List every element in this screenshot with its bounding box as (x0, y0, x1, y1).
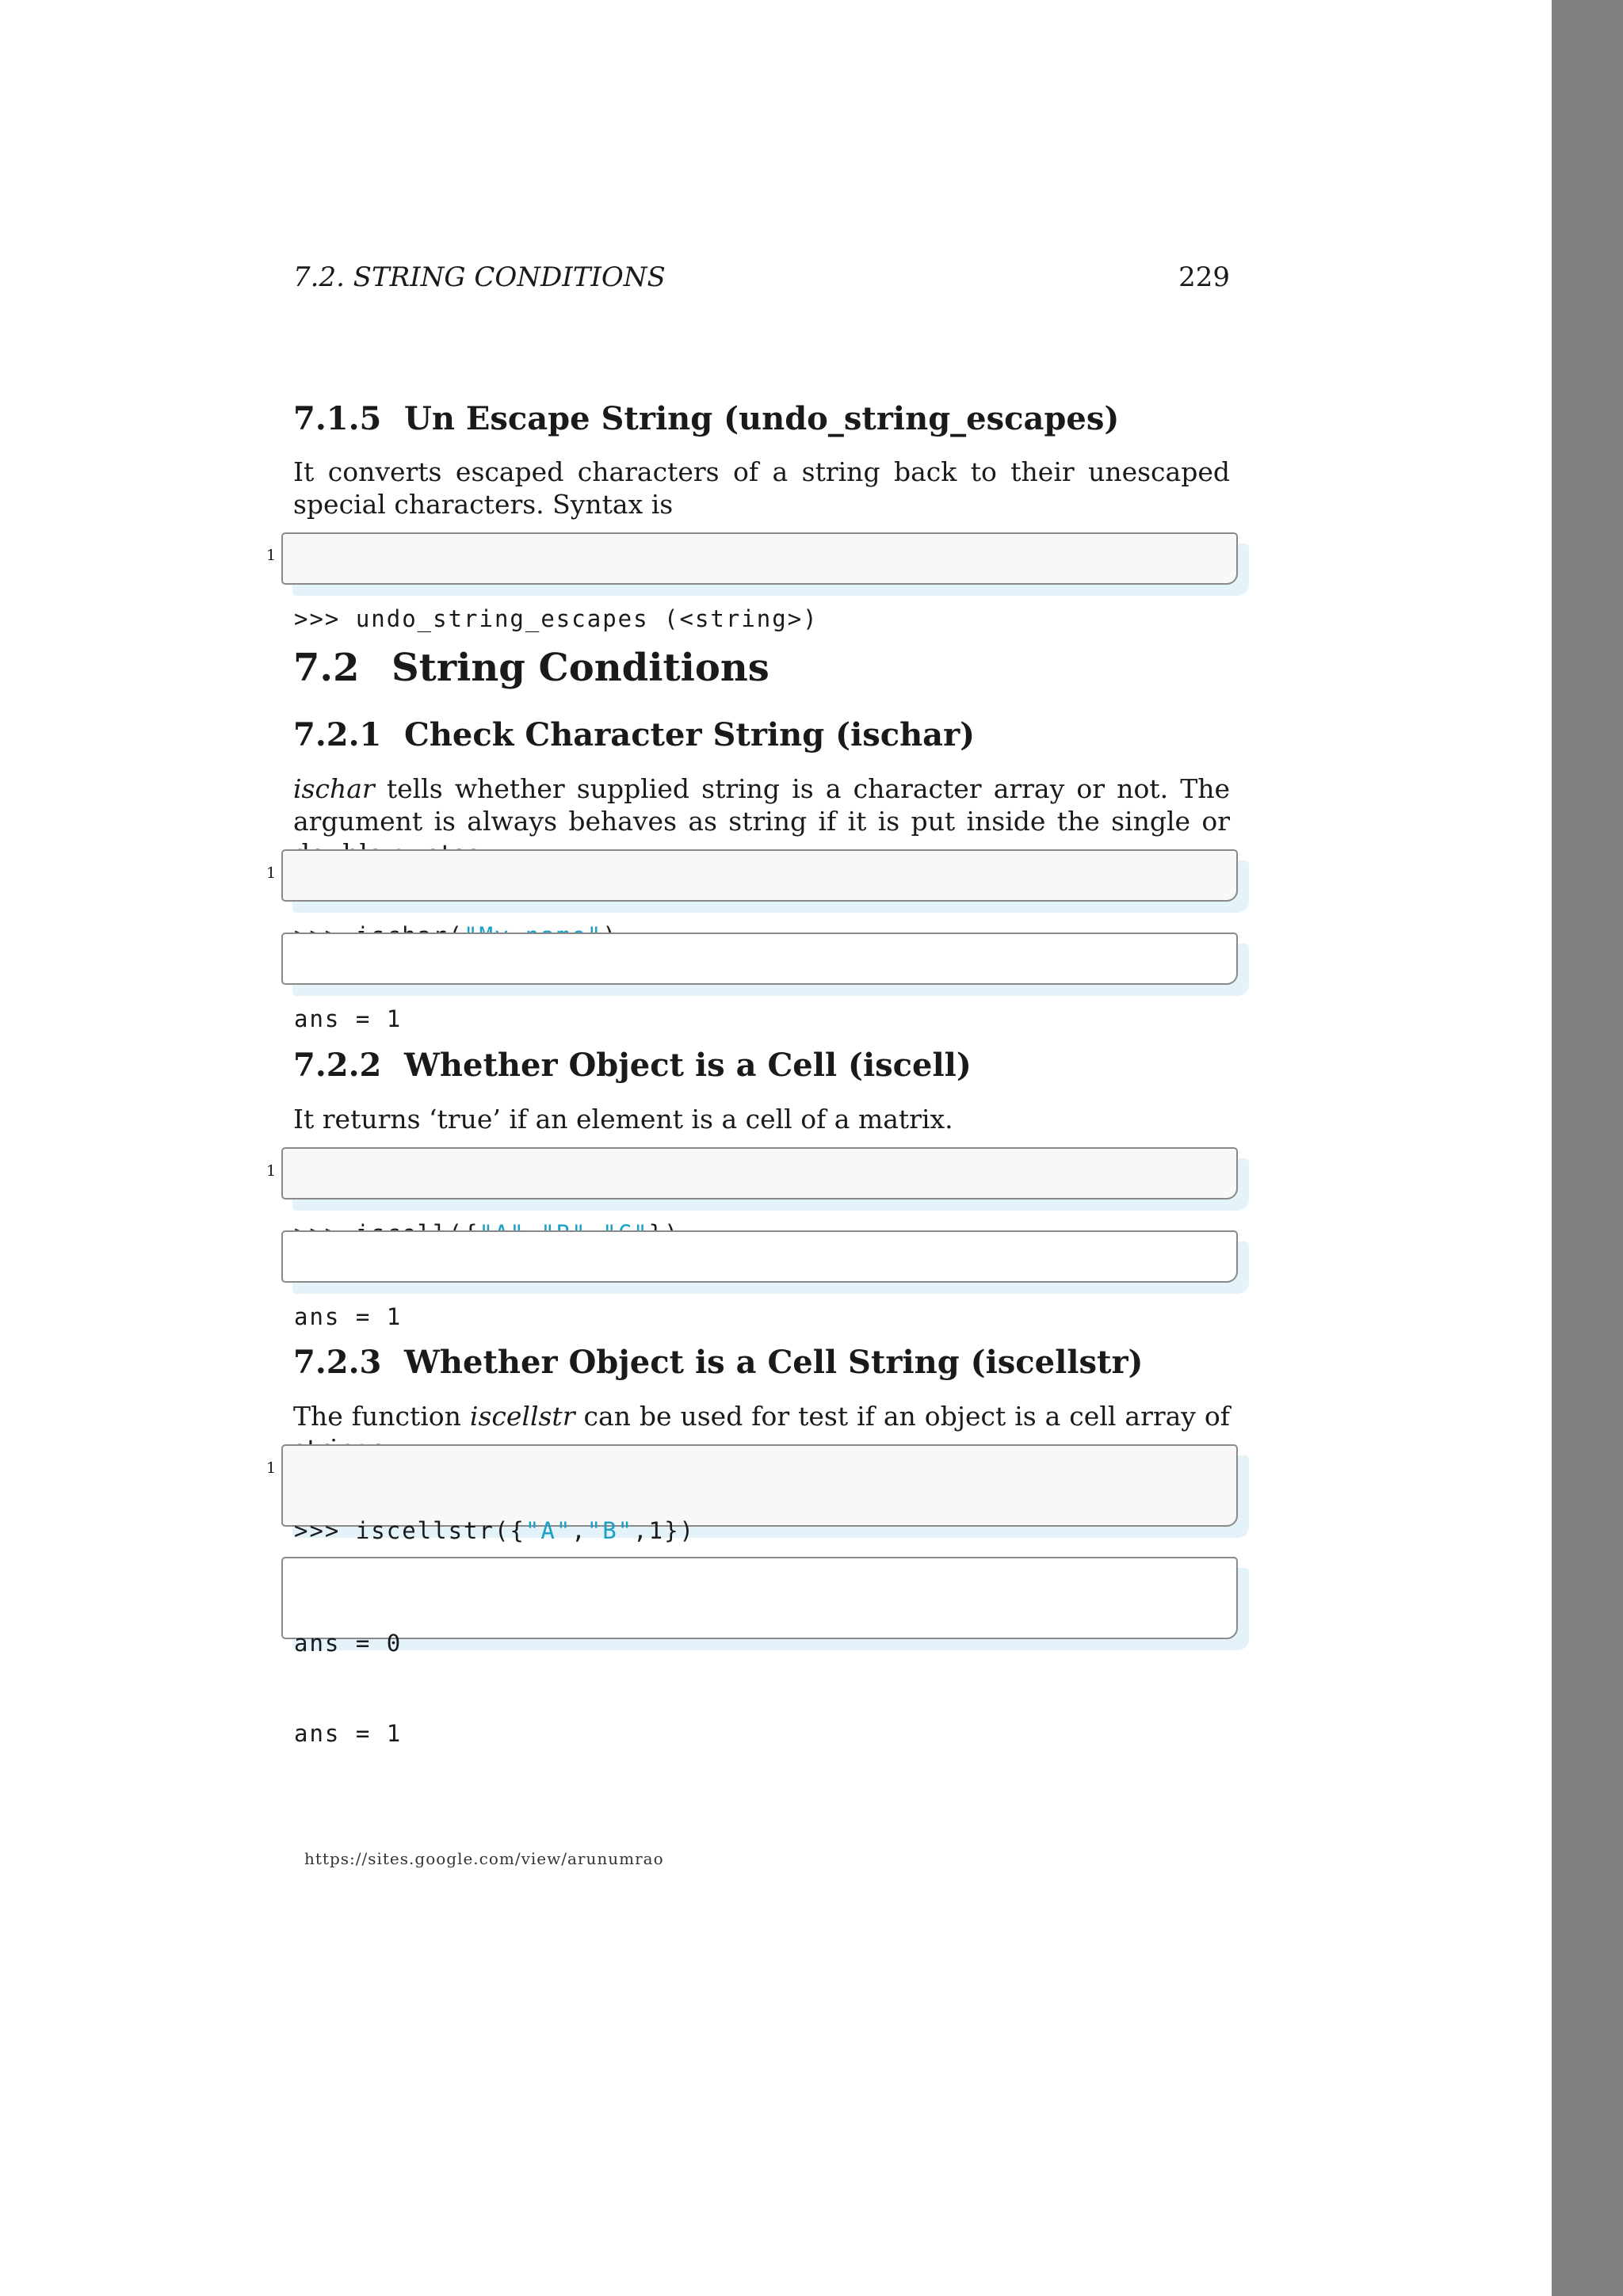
section-heading-7-2-3: 7.2.3 Whether Object is a Cell String (iscellstr) (293, 1344, 1144, 1381)
section-heading-7-2-1: 7.2.1 Check Character String (ischar) (293, 716, 976, 753)
function-name-iscellstr: iscellstr (469, 1401, 575, 1432)
output-block-iscell[interactable]: ans = 1 (281, 1230, 1238, 1283)
page-number: 229 (1178, 261, 1230, 293)
code-line-number: 1 (266, 1162, 277, 1180)
function-name-ischar: ischar (293, 773, 375, 804)
section-7-2-2-body: It returns ‘true’ if an element is a cell of a matrix. (293, 1104, 953, 1135)
running-header (293, 261, 1230, 293)
section-heading-7-2-2: 7.2.2 Whether Object is a Cell (iscell) (293, 1047, 972, 1084)
code-line-number: 1 (266, 1459, 277, 1477)
output-block-iscellstr[interactable]: ans = 0 ans = 1 (281, 1557, 1238, 1639)
code-block-iscell[interactable] (281, 1147, 1238, 1199)
code-line-number: 1 (266, 864, 277, 882)
code-block-undo-string-escapes[interactable]: >>> undo_string_escapes (<string>) (281, 532, 1238, 585)
section-7-2-1-body: ischar tells whether supplied string is a character array or not. The argument is always behaves as string if it is put inside the single or (293, 773, 1230, 837)
section-heading-7-1-5: 7.1.5 Un Escape String (undo_string_escapes) (293, 400, 1120, 437)
code-block-ischar[interactable] (281, 849, 1238, 902)
section-heading-7-2: 7.2 String Conditions (293, 646, 769, 690)
code-line-number: 1 (266, 547, 277, 564)
running-title: 7.2. STRING CONDITIONS (293, 261, 666, 293)
viewer-sidebar (1552, 0, 1623, 2296)
section-7-1-5-body: It converts escaped characters of a string back to their unescaped special characters. Syntax is (293, 456, 1230, 520)
section-7-2-3-body: The function iscellstr can be used for test if an object is a cell array of (293, 1401, 1230, 1432)
footer-url[interactable]: https://sites.google.com/view/arunumrao (304, 1849, 664, 1868)
output-block-ischar[interactable]: ans = 1 (281, 933, 1238, 985)
code-block-iscellstr[interactable]: >>> iscellstr({"A","B",1}) (281, 1444, 1238, 1527)
